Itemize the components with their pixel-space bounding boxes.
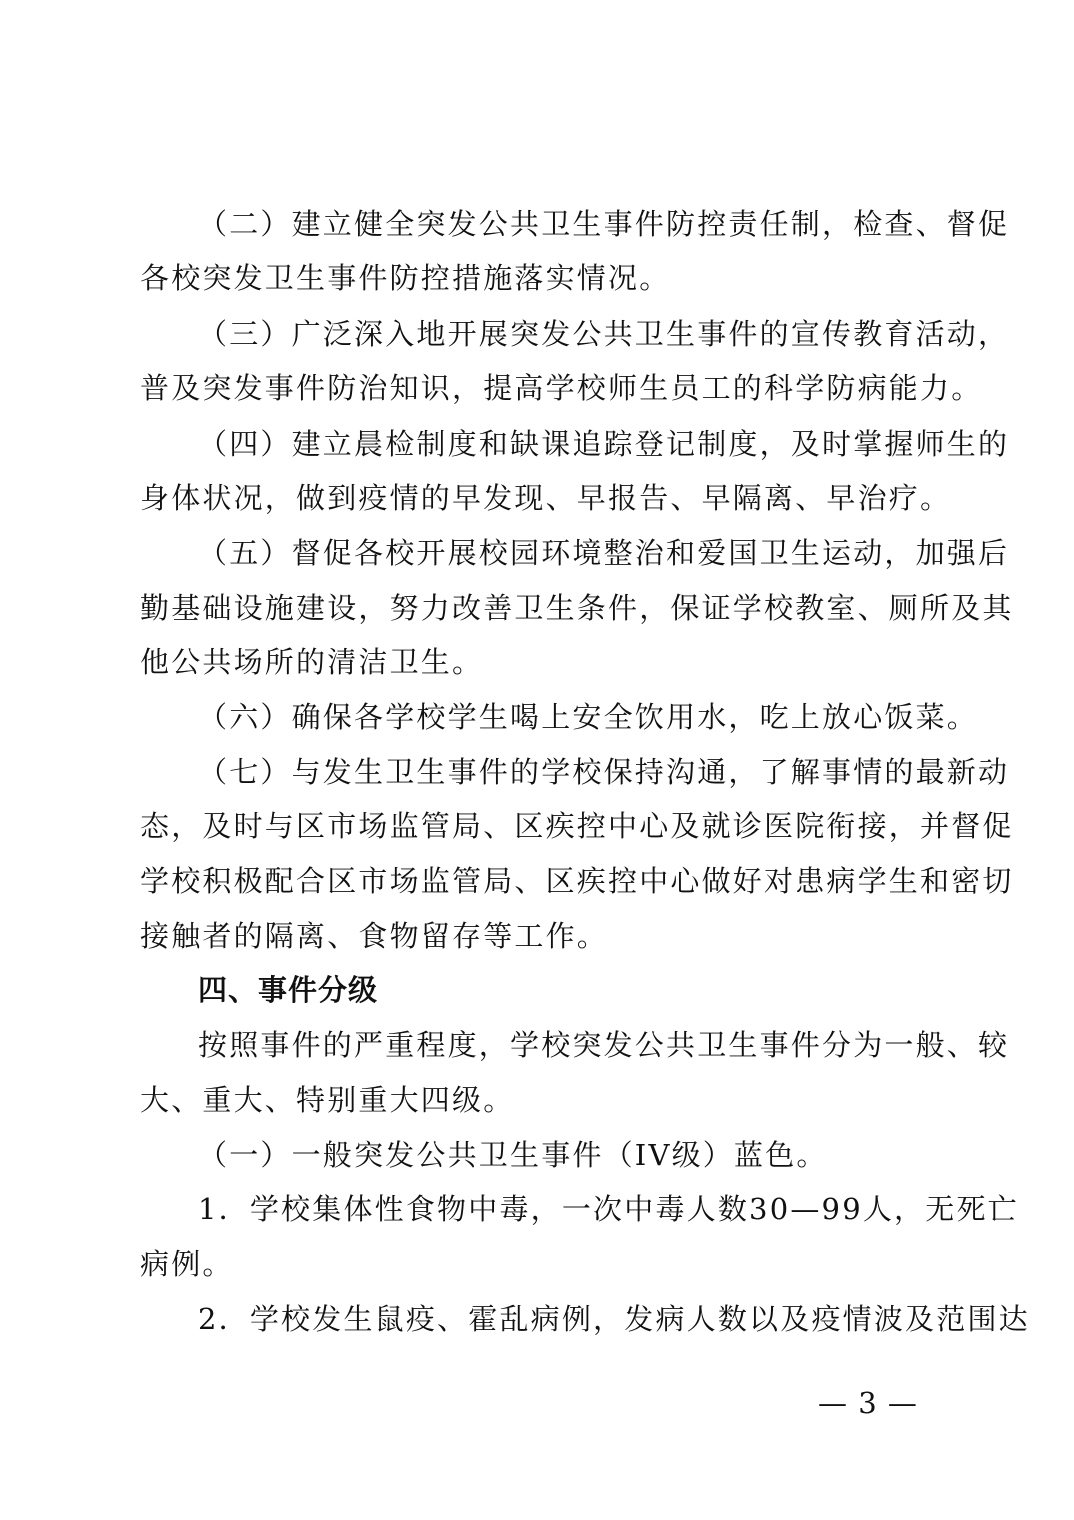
paragraph-4-line-2: 身体状况，做到疫情的早发现、早报告、早隔离、早治疗。 <box>140 481 952 515</box>
paragraph-7-line-1: （七）与发生卫生事件的学校保持沟通，了解事情的最新动 <box>198 755 1010 789</box>
paragraph-5-line-2: 勤基础设施建设，努力改善卫生条件，保证学校教室、厕所及其 <box>140 591 1014 625</box>
grading-intro-line-2: 大、重大、特别重大四级。 <box>140 1083 515 1117</box>
paragraph-6-line-1: （六）确保各学校学生喝上安全饮用水，吃上放心饭菜。 <box>198 700 979 734</box>
level-iv-heading: （一）一般突发公共卫生事件（IV级）蓝色。 <box>198 1138 828 1172</box>
paragraph-2-line-2: 各校突发卫生事件防控措施落实情况。 <box>140 261 671 295</box>
paragraph-3-line-1: （三）广泛深入地开展突发公共卫生事件的宣传教育活动， <box>198 317 1010 351</box>
paragraph-5-line-1: （五）督促各校开展校园环境整治和爱国卫生运动，加强后 <box>198 536 1010 570</box>
paragraph-3-line-2: 普及突发事件防治知识，提高学校师生员工的科学防病能力。 <box>140 371 983 405</box>
page-number: — 3 — <box>818 1386 918 1420</box>
item-2-line-1: 2．学校发生鼠疫、霍乱病例，发病人数以及疫情波及范围达 <box>198 1302 1030 1336</box>
item-1-line-1: 1．学校集体性食物中毒，一次中毒人数30—99人，无死亡 <box>198 1192 1019 1226</box>
paragraph-7-line-3: 学校积极配合区市场监管局、区疾控中心做好对患病学生和密切 <box>140 864 1014 898</box>
paragraph-5-line-3: 他公共场所的清洁卫生。 <box>140 645 484 679</box>
grading-intro-line-1: 按照事件的严重程度，学校突发公共卫生事件分为一般、较 <box>198 1028 1010 1062</box>
paragraph-7-line-4: 接触者的隔离、食物留存等工作。 <box>140 919 609 953</box>
paragraph-7-line-2: 态，及时与区市场监管局、区疾控中心及就诊医院衔接，并督促 <box>140 809 1014 843</box>
section-heading: 四、事件分级 <box>198 973 379 1007</box>
paragraph-2-line-1: （二）建立健全突发公共卫生事件防控责任制，检查、督促 <box>198 207 1010 241</box>
item-1-line-2: 病例。 <box>140 1247 234 1281</box>
paragraph-4-line-1: （四）建立晨检制度和缺课追踪登记制度，及时掌握师生的 <box>198 427 1010 461</box>
